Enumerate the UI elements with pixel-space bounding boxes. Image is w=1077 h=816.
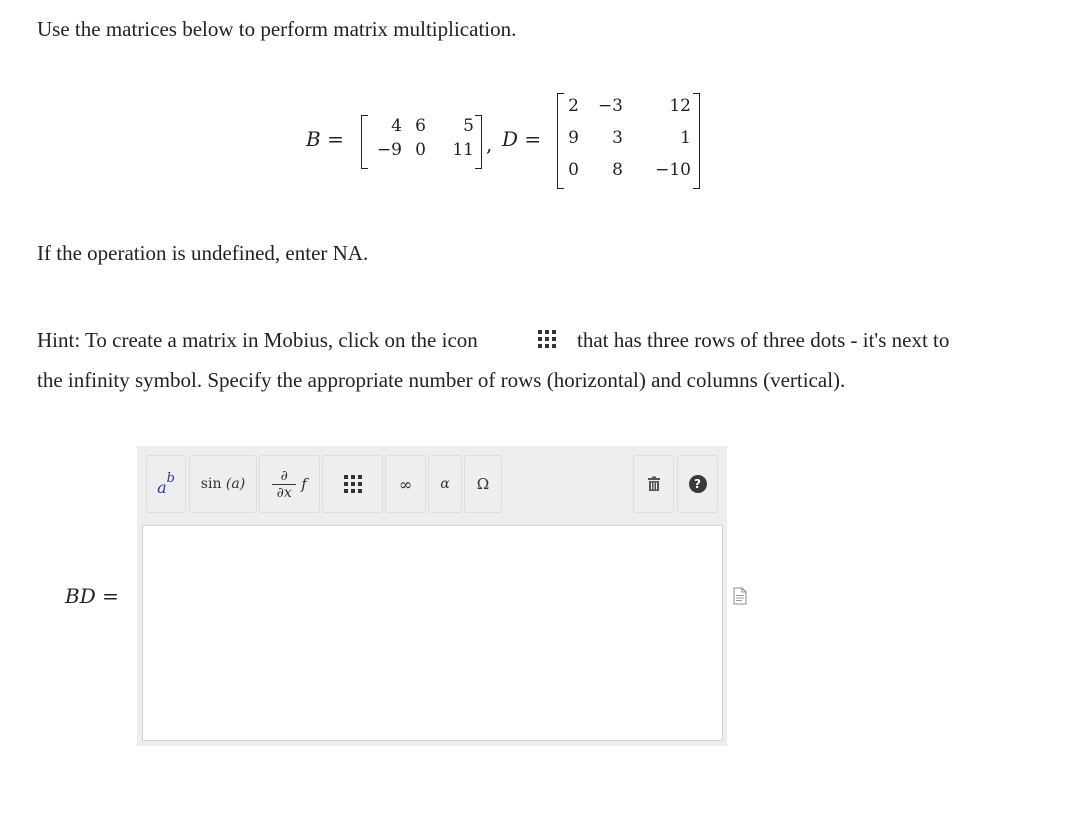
matrix-b-left-bracket [361,115,368,169]
infinity-button[interactable] [385,455,426,513]
matrix-dots-icon [538,330,556,348]
matrix-b-label: B = [306,127,344,151]
matrix-d-cell: 1 [680,128,691,148]
matrix-b-cell: 6 [415,116,426,136]
answer-input[interactable] [142,525,723,741]
matrix-b-cell: 4 [391,116,402,136]
power-button[interactable] [146,455,186,513]
matrix-b-cell: 5 [463,116,474,136]
partial-fraction [272,468,296,501]
matrix-d-cell: 9 [568,128,579,148]
sin-label: sin [200,476,222,492]
hint-line-2: the infinity symbol. Specify the appropriate number of rows (horizontal) and columns (vertical). [37,368,846,392]
partial-bottom: ∂x [276,484,292,501]
hint-line-1-end: that has three rows of three dots - it's next to [577,328,950,352]
partial-top: ∂ [280,467,288,484]
help-icon: ? [689,475,707,493]
matrix-d-right-bracket [693,93,700,189]
matrix-d-cell: −3 [597,96,623,116]
help-button[interactable] [677,455,718,513]
infinity-icon: ∞ [398,474,413,494]
preview-document-icon[interactable] [733,587,747,610]
question-instruction: Use the matrices below to perform matrix multiplication. [37,17,517,41]
matrix-separator: , [486,132,493,156]
omega-icon: Ω [476,475,490,493]
trash-icon [646,476,662,492]
matrix-d-label: D = [502,127,542,151]
power-base: a [157,477,167,497]
omega-button[interactable] [464,455,502,513]
matrix-b-cell: 11 [452,140,474,160]
matrix-d-cell: 12 [669,96,691,116]
matrix-d-cell: 8 [612,160,623,180]
matrix-d [563,94,691,182]
answer-label: BD = [65,584,119,608]
alpha-icon: α [440,476,450,492]
matrix-d-cell: 2 [568,96,579,116]
matrix-b [368,114,474,162]
clear-button[interactable] [633,455,674,513]
matrix-b-cell: 0 [415,140,426,160]
alpha-button[interactable] [428,455,462,513]
sin-argument: (a) [225,476,246,492]
sin-button[interactable] [189,455,257,513]
matrix-grid-icon [344,475,362,493]
matrix-button[interactable] [322,455,383,513]
undefined-note: If the operation is undefined, enter NA. [37,241,369,265]
hint-line-1-start: Hint: To create a matrix in Mobius, click on the icon [37,328,478,352]
partial-derivative-button[interactable] [259,455,320,513]
matrix-b-right-bracket [475,115,482,169]
matrix-d-cell: 0 [568,160,579,180]
matrix-d-cell: −10 [655,160,691,180]
power-exponent: b [166,470,175,486]
matrix-b-cell: −9 [376,140,402,160]
matrix-d-cell: 3 [612,128,623,148]
partial-function: f [301,475,307,493]
